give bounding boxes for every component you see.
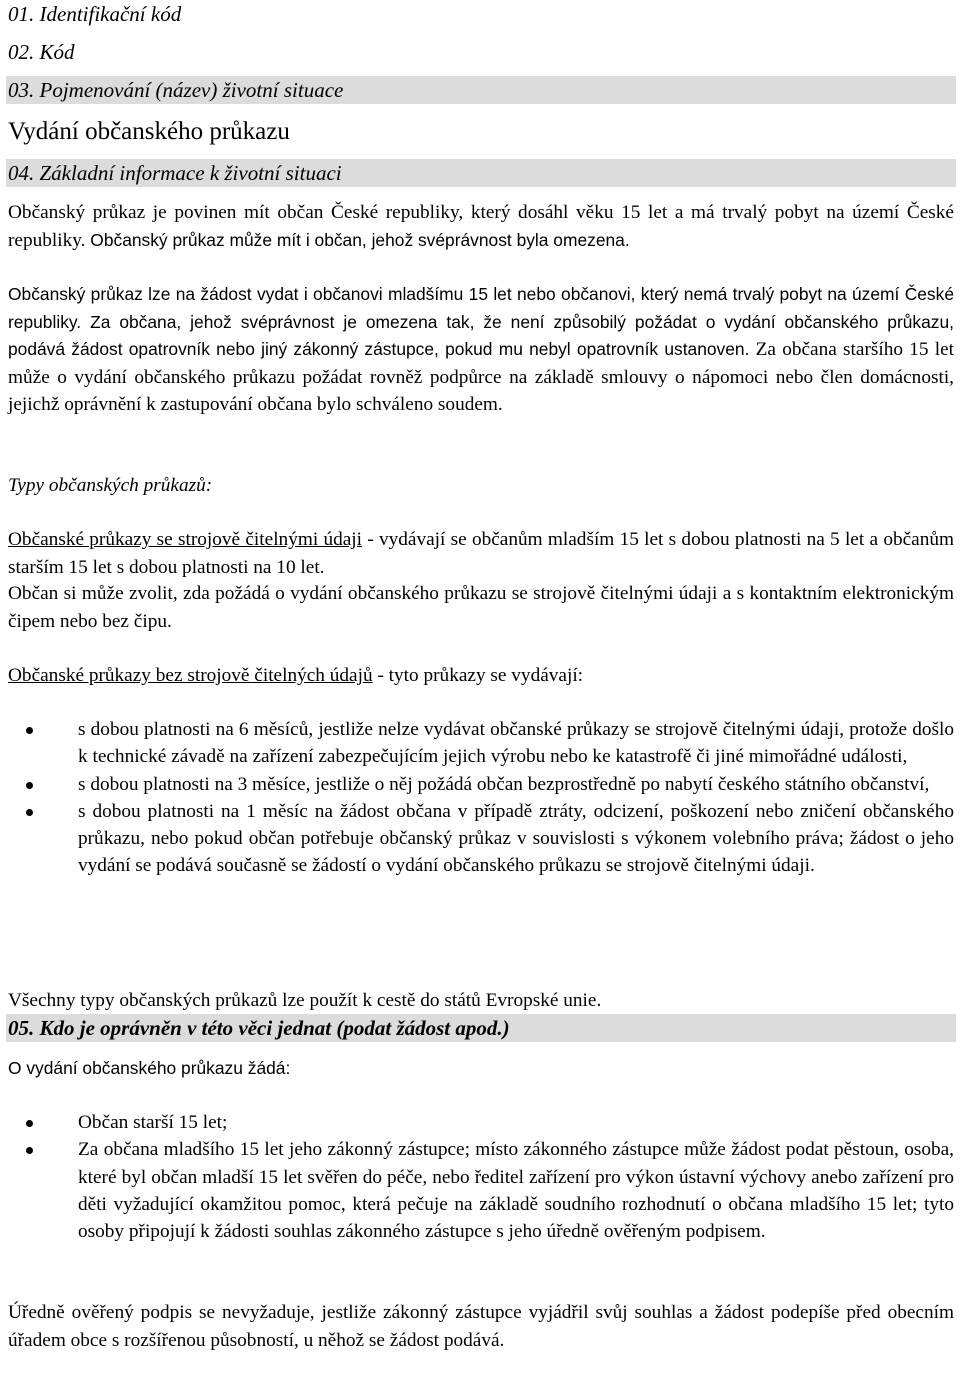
list-item [8,1136,954,1245]
header-situation-name: 03. Pojmenování (název) životní situace [6,76,956,104]
bullet-icon [26,727,33,734]
machine-readable-label: Občanské průkazy se strojově čitelnými údaji [8,529,363,550]
bullet-icon [26,782,33,789]
non-machine-readable-label: Občanské průkazy bez strojově čitelných údajů [8,665,373,686]
non-machine-readable-text: - tyto průkazy se vydávají: [372,665,584,686]
machine-readable-paragraph [8,526,954,581]
basic-info-p1-sans: Občanský průkaz může mít i občan, jehož svéprávnost byla omezena. [85,229,630,250]
signature-note-paragraph: Úředně ověřený podpis se nevyžaduje, jestliže zákonný zástupce vyjádřil svůj souhlas a žádost podepíše před obecním úřadem obce s rozšířenou působností, u něhož se žádost podává. [8,1302,954,1351]
situation-title: Vydání občanského průkazu [8,118,290,145]
list-item-text: Za občana mladšího 15 let jeho zákonný zástupce; místo zákonného zástupce může žádost podat pěstoun, osoba, které byl občan mladší 15 let svěřen do péče, nebo ředitel zařízení pro výkon ústavní výchovy anebo zařízení pro děti vyžadující okamžitou pomoc, která pečuje na základě soudního rozhodnutí o občana mladšího 15 let; tyto osoby připojují k žádosti souhlas zákonného zástupce s jeho úředně ověřeným podpisem. [78,1139,954,1243]
basic-info-paragraph-2 [8,281,954,419]
list-item-text: s dobou platnosti na 6 měsíců, jestliže nelze vydávat občanské průkazy se strojově čitelnými údaji, protože došlo k technické závadě na zařízení zabezpečujícím jejich výrobu nebo ke katastrofě či jiné mimořádné události, [78,719,954,768]
machine-readable-text: - vydávají se občanům mladším 15 let s dobou platnosti na 5 let a občanům starším 15 let s dobou platnosti na 10 let. [8,529,954,578]
header-identification-code: 01. Identifikační kód [8,2,182,26]
basic-info-paragraph-1 [8,199,954,254]
non-machine-readable-paragraph [8,662,954,690]
header-who-is-authorized: 05. Kdo je oprávněn v této věci jednat (podat žádost apod.) [6,1014,956,1042]
header-code: 02. Kód [8,40,75,64]
validity-list [8,716,954,880]
basic-info-p2-guardian: Za občana, jehož svéprávnost je omezena tak, že není způsobilý požádat o vydání občanského průkazu, podává žádost opatrovník nebo jiný zákonný zástupce, pokud mu nebyl opatrovník ustanoven. [8,311,954,359]
list-item-text: s dobou platnosti na 1 měsíc na žádost občana v případě ztráty, odcizení, poškození nebo zničení občanského průkazu, nebo pokud občan potřebuje občanský průkaz v souvislosti s výkonem volebního práva; žádost o jeho vydání se podává současně se žádostí o vydání občanského průkazu se strojově čitelnými údaji. [78,800,954,877]
bullet-icon [26,809,33,816]
list-item [8,716,954,771]
basic-info-p2-supporter: Za občana staršího 15 let může o vydání občanského průkazu požádat rovněž podpůrce na základě smlouvy o nápomoci nebo člen domácnosti, jejichž oprávnění k zastupování občana bylo schváleno soudem. [8,339,954,415]
list-item [8,771,954,798]
europe-travel-paragraph: Všechny typy občanských průkazů lze použít k cestě do států Evropské unie. [8,990,602,1011]
list-item-text: s dobou platnosti na 3 měsíce, jestliže o něj požádá občan bezprostředně po nabytí českého státního občanství, [78,773,930,795]
applicant-list [8,1109,954,1245]
list-item [8,798,954,880]
types-heading: Typy občanských průkazů: [8,475,213,496]
who-intro: O vydání občanského průkazu žádá: [8,1058,291,1078]
list-item [8,1109,954,1136]
basic-info-p1-serif: Občanský průkaz je povinen mít občan České republiky, který dosáhl věku 15 let a má trvalý pobyt na území České republiky. [8,202,954,251]
chip-choice-paragraph: Občan si může zvolit, zda požádá o vydání občanského průkazu se strojově čitelnými údaji a s kontaktním elektronickým čipem nebo bez čipu. [8,583,954,632]
header-basic-info: 04. Základní informace k životní situaci [6,159,956,187]
list-item-text: Občan starší 15 let; [78,1112,228,1133]
bullet-icon [26,1147,33,1154]
basic-info-p2-sans: Občanský průkaz lze na žádost vydat i občanovi mladšímu 15 let nebo občanovi, který nemá trvalý pobyt na území České republiky. [8,284,954,332]
bullet-icon [26,1120,33,1127]
